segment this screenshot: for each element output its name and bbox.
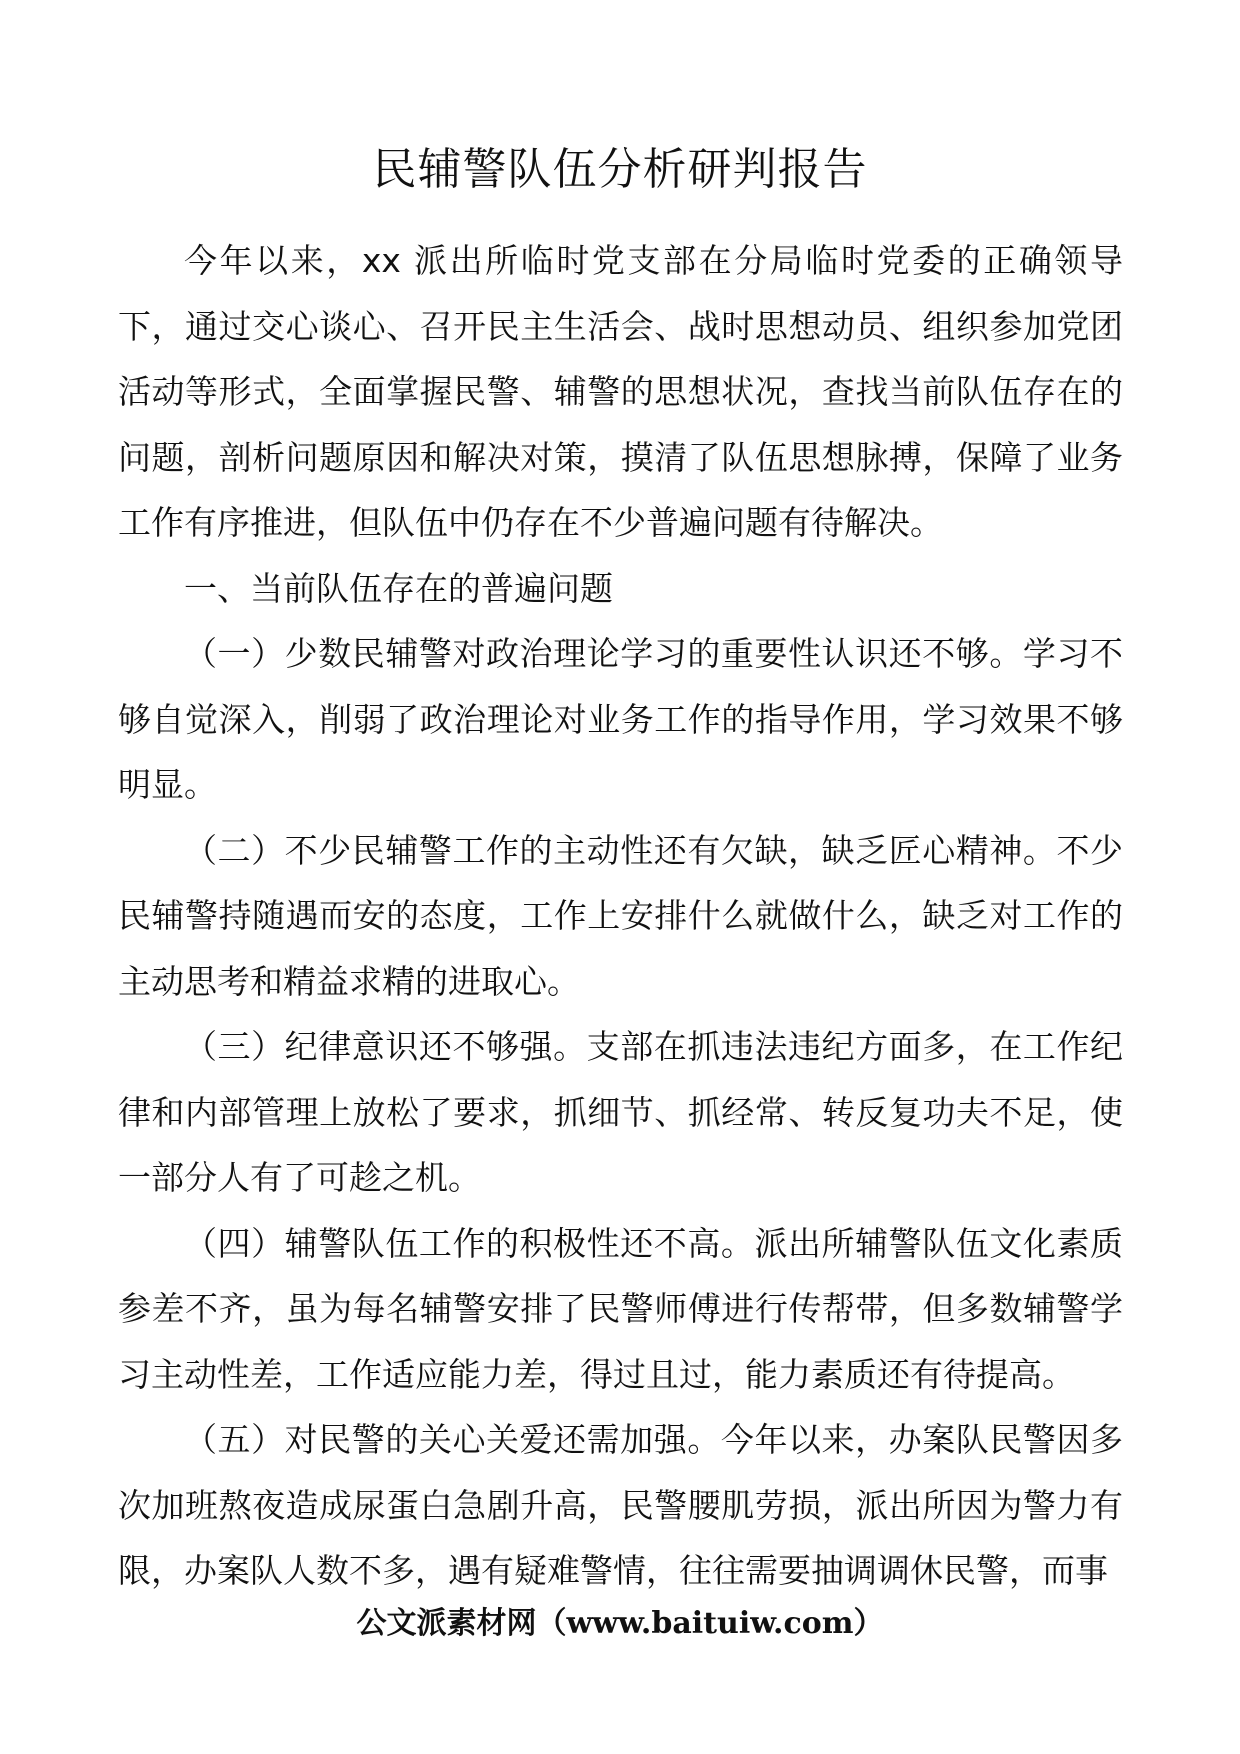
paragraph-item-4: （四）辅警队伍工作的积极性还不高。派出所辅警队伍文化素质参差不齐，虽为每名辅警安排了民警师傅进行传帮带，但多数辅警学习主动性差，工作适应能力差，得过且过，能力素质还有待提高。 <box>118 1223 1123 1394</box>
paragraph-intro: 今年以来，xx 派出所临时党支部在分局临时党委的正确领导下，通过交心谈心、召开民主生活会、战时思想动员、组织参加党团活动等形式，全面掌握民警、辅警的思想状况，查找当前队伍存在的问题，剖析问题原因和解决对策，摸清了队伍思想脉搏，保障了业务工作有序推进，但队伍中仍存在不少普遍问题有待解决。 <box>118 241 1123 542</box>
document-body <box>118 228 1123 1604</box>
section-heading-1: 一、当前队伍存在的普遍问题 <box>184 568 613 608</box>
paragraph-item-2: （二）不少民辅警工作的主动性还有欠缺，缺乏匠心精神。不少民辅警持随遇而安的态度，工作上安排什么就做什么，缺乏对工作的主动思考和精益求精的进取心。 <box>118 830 1123 1001</box>
paragraph-item-1: （一）少数民辅警对政治理论学习的重要性认识还不够。学习不够自觉深入，削弱了政治理论对业务工作的指导作用，学习效果不够明显。 <box>118 634 1123 804</box>
paragraph-item-5: （五）对民警的关心关爱还需加强。今年以来，办案队民警因多次加班熬夜造成尿蛋白急剧升高，民警腰肌劳损，派出所因为警力有限，办案队人数不多，遇有疑难警情，往往需要抽调调休民警，而事 <box>118 1420 1123 1590</box>
footer-watermark: 公文派素材网（www.baituiw.com） <box>356 1606 884 1641</box>
document-title: 民辅警队伍分析研判报告 <box>372 144 868 195</box>
paragraph-item-3: （三）纪律意识还不够强。支部在抓违法违纪方面多，在工作纪律和内部管理上放松了要求，抓细节、抓经常、转反复功夫不足，使一部分人有了可趁之机。 <box>118 1027 1123 1197</box>
